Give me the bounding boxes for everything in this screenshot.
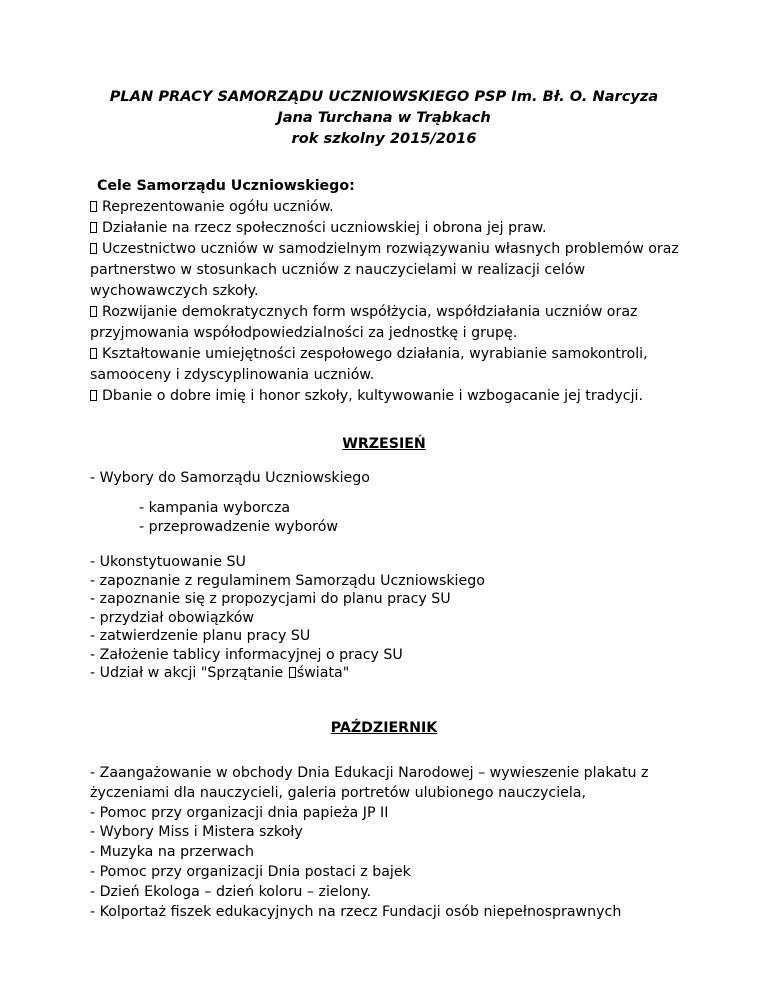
- goal-item-continuation: wychowawczych szkoły.: [90, 283, 259, 299]
- list-item-continuation: życzeniami dla nauczycieli, galeria portretów ulubionego nauczyciela,: [90, 784, 587, 801]
- checkbox-glyph-icon: [90, 390, 97, 401]
- checkbox-glyph-icon: [90, 222, 97, 233]
- list-item: - przydział obowiązków: [90, 609, 254, 626]
- goal-item: Działanie na rzecz społeczności uczniowskiej i obrona jej praw.: [90, 218, 690, 239]
- goals-heading: Cele Samorządu Uczniowskiego:: [97, 178, 355, 194]
- goal-item: Rozwijanie demokratycznych form współżycia, współdziałania uczniów oraz: [90, 302, 690, 323]
- checkbox-glyph-icon: [90, 201, 97, 212]
- list-item: - Muzyka na przerwach: [90, 844, 255, 861]
- list-item: - Udział w akcji "Sprzątanie świata": [90, 665, 350, 681]
- title-line-3: rok szkolny 2015/2016: [291, 130, 477, 147]
- goal-item-continuation: samooceny i zdyscyplinowania uczniów.: [90, 367, 375, 383]
- list-item: - zapoznanie z regulaminem Samorządu Uczniowskiego: [90, 572, 485, 589]
- missing-glyph-icon: [289, 667, 296, 678]
- list-item: - zapoznanie się z propozycjami do planu pracy SU: [90, 591, 451, 607]
- list-item: - Założenie tablicy informacyjnej o pracy SU: [90, 646, 403, 663]
- october-heading: PAŹDZIERNIK: [330, 720, 438, 736]
- title-line-1: PLAN PRACY SAMORZĄDU UCZNIOWSKIEGO PSP Im. Bł. O. Narcyza: [109, 88, 659, 105]
- september-first-item: - Wybory do Samorządu Uczniowskiego: [90, 470, 370, 486]
- goal-item-continuation: przyjmowania współodpowiedzialności za jednostkę i grupę.: [90, 325, 518, 341]
- list-item: - Ukonstytuowanie SU: [90, 554, 246, 570]
- list-item: - Pomoc przy organizacji dnia papieża JP II: [90, 804, 389, 821]
- checkbox-glyph-icon: [90, 306, 97, 317]
- list-item: - zatwierdzenie planu pracy SU: [90, 628, 311, 644]
- september-list: [90, 553, 690, 683]
- goal-item: Dbanie o dobre imię i honor szkoły, kultywowanie i wzbogacanie jej tradycji.: [90, 386, 690, 407]
- list-item: - Wybory Miss i Mistera szkoły: [90, 824, 303, 841]
- list-item: - Dzień Ekologa – dzień koloru – zielony.: [90, 883, 372, 900]
- goal-item: Kształtowanie umiejętności zespołowego działania, wyrabianie samokontroli,: [90, 344, 690, 365]
- september-heading: WRZESIEŃ: [342, 436, 426, 452]
- title-line-2: Jana Turchana w Trąbkach: [277, 109, 491, 126]
- list-item: - przeprowadzenie wyborów: [139, 519, 338, 535]
- document-title: [0, 86, 768, 149]
- list-item: - Zaangażowanie w obchody Dnia Edukacji Narodowej – wywieszenie plakatu z: [90, 765, 649, 781]
- october-list: [90, 764, 690, 922]
- goal-item-continuation: partnerstwo w stosunkach uczniów z nauczycielami w realizacji celów: [90, 262, 586, 278]
- checkbox-glyph-icon: [90, 348, 97, 359]
- goal-item: Reprezentowanie ogółu uczniów.: [90, 197, 690, 218]
- list-item: - kampania wyborcza: [139, 500, 291, 516]
- list-item: - Pomoc przy organizacji Dnia postaci z bajek: [90, 863, 411, 880]
- september-sublist: [139, 499, 338, 537]
- checkbox-glyph-icon: [90, 243, 97, 254]
- goals-section: [90, 176, 690, 407]
- goal-item: Uczestnictwo uczniów w samodzielnym rozwiązywaniu własnych problemów oraz: [90, 239, 690, 260]
- list-item: - Kolportaż fiszek edukacyjnych na rzecz Fundacji osób niepełnosprawnych: [90, 903, 622, 920]
